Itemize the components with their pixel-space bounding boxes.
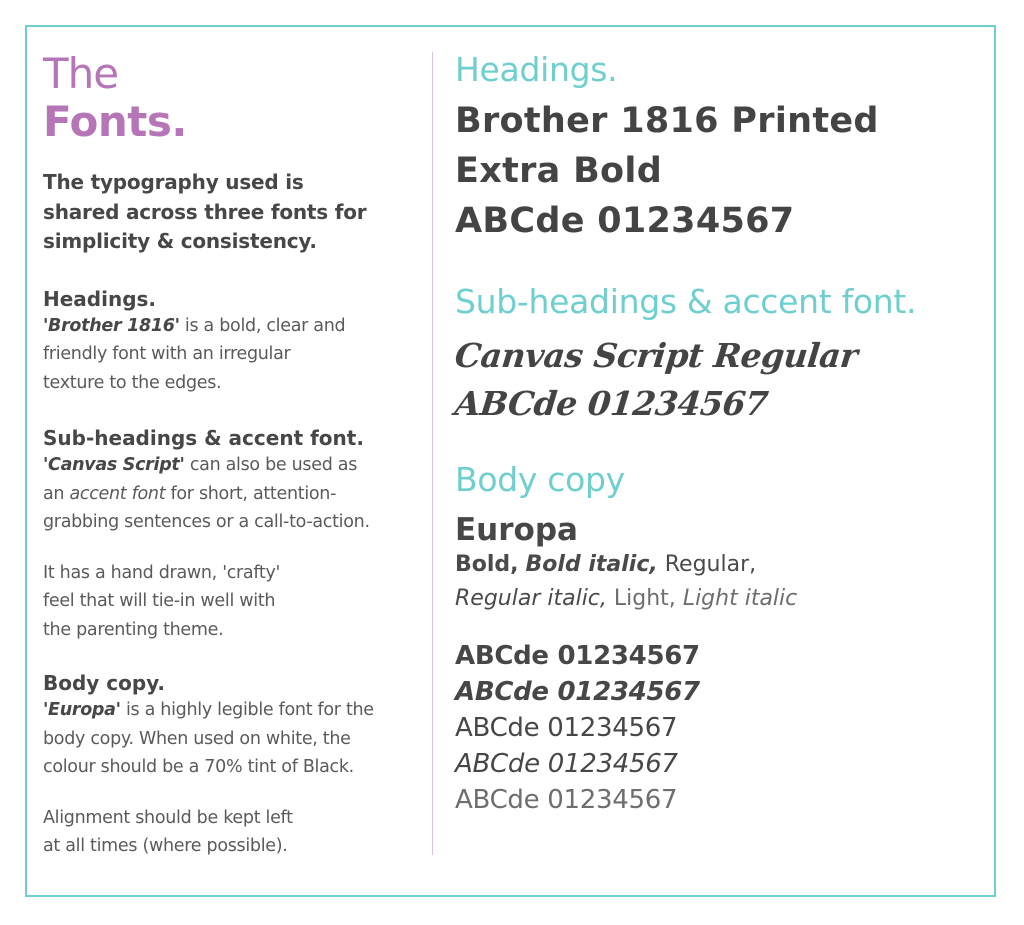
weight-samples (455, 638, 985, 818)
text-line: an accent font for short, attention- (43, 483, 337, 504)
body-label: Body copy (455, 460, 625, 499)
section-headings-text (43, 312, 423, 398)
weight-regular: Regular, (664, 552, 757, 577)
text-line: 'Canvas Script' can also be used as (43, 455, 358, 475)
canvas-sample (455, 332, 985, 428)
text-line: colour should be a 70% tint of Black. (43, 757, 354, 777)
text-line: friendly font with an irregular (43, 344, 291, 364)
sample-regular: ABCde 01234567 (455, 713, 678, 743)
weights-line (455, 582, 985, 616)
weight-light-italic: Light italic (682, 586, 798, 611)
font-name: 'Canvas Script' (43, 455, 185, 475)
sample-bold: ABCde 01234567 (455, 641, 700, 671)
section-subheadings (43, 425, 423, 644)
weight-bold: Bold, (455, 552, 519, 577)
text-line: body copy. When used on white, the (43, 728, 351, 749)
europa-title: Europa (455, 512, 578, 548)
brother-line: Extra Bold (455, 151, 663, 191)
intro-text (43, 168, 423, 257)
headings-label: Headings. (455, 50, 618, 89)
weights-line (455, 548, 985, 582)
column-divider (432, 52, 433, 855)
title-the: The (43, 49, 119, 98)
section-subheadings-text-2 (43, 559, 423, 645)
title-fonts: Fonts. (43, 97, 187, 146)
section-subheadings-title: Sub-headings & accent font. (43, 426, 364, 450)
section-headings-title: Headings. (43, 286, 157, 311)
text-line: grabbing sentences or a call-to-action. (43, 512, 370, 532)
subheadings-label: Sub-headings & accent font. (455, 282, 917, 321)
brother-line: ABCde 01234567 (455, 201, 795, 241)
right-column (455, 50, 985, 818)
sample-regular-italic: ABCde 01234567 (455, 749, 678, 779)
text-line: 'Brother 1816' is a bold, clear and (43, 315, 346, 336)
section-subheadings-text (43, 451, 423, 537)
sample-light: ABCde 01234567 (455, 785, 678, 815)
section-body-text (43, 696, 423, 782)
canvas-line: ABCde 01234567 (453, 384, 770, 423)
intro-line: The typography used is (43, 170, 304, 194)
weight-bold-italic: Bold italic, (525, 552, 658, 577)
text-line: at all times (where possible). (43, 836, 288, 856)
accent-font-term: accent font (69, 483, 166, 504)
europa-sample (455, 512, 985, 616)
section-body-title: Body copy. (43, 671, 166, 695)
left-column (43, 50, 423, 861)
section-body (43, 670, 423, 861)
text-line: It has a hand drawn, 'crafty' (43, 562, 281, 583)
font-name: 'Brother 1816' (43, 315, 180, 336)
text-line: 'Europa' is a highly legible font for the (43, 700, 374, 720)
intro-line: simplicity & consistency. (43, 229, 317, 253)
brother-line: Brother 1816 Printed (455, 101, 879, 141)
weight-regular-italic: Regular italic, (455, 586, 607, 611)
text-line: texture to the edges. (43, 372, 222, 393)
section-body-text-2 (43, 804, 423, 861)
text-line: Alignment should be kept left (43, 807, 293, 828)
brother-sample (455, 96, 985, 246)
text-line: feel that will tie-in well with (43, 591, 276, 611)
text-line: the parenting theme. (43, 619, 224, 640)
section-headings (43, 286, 423, 398)
sample-bold-italic: ABCde 01234567 (455, 677, 700, 707)
intro-line: shared across three fonts for (43, 199, 367, 224)
canvas-line: Canvas Script Regular (453, 336, 860, 375)
font-name: 'Europa' (43, 700, 121, 720)
weight-light: Light, (613, 586, 676, 611)
